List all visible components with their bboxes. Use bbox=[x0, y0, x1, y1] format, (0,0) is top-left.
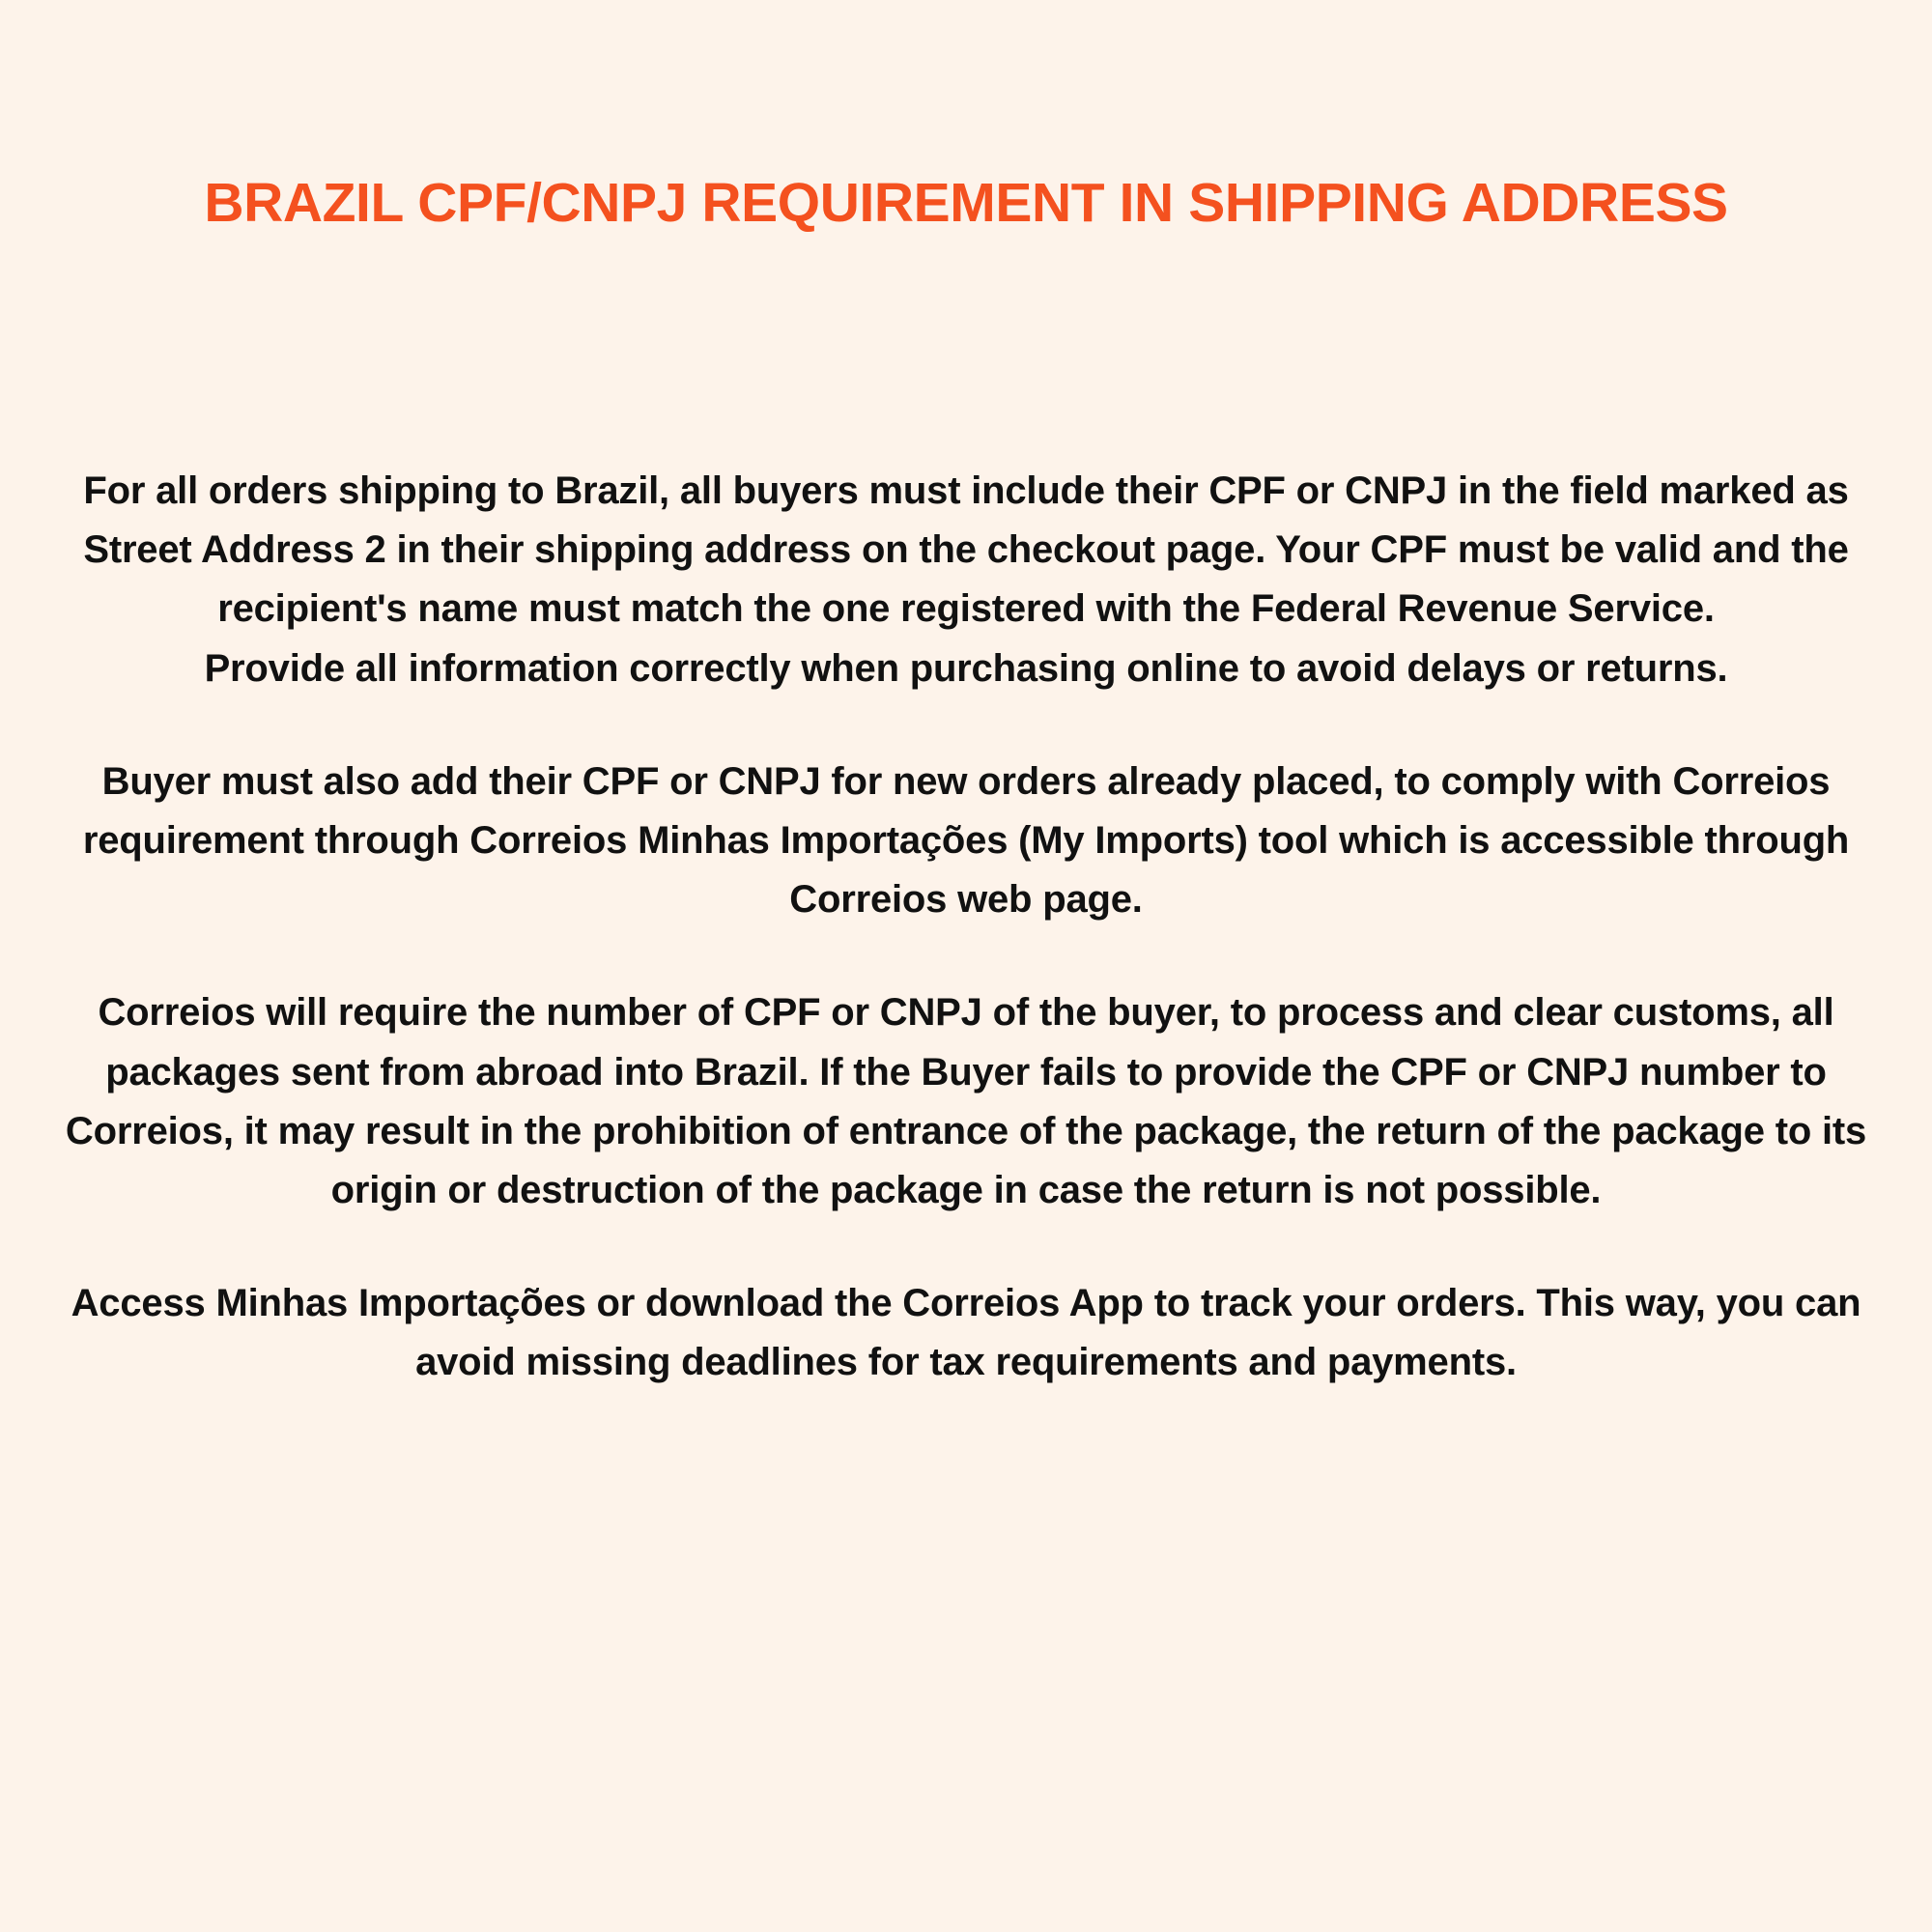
paragraph-1: For all orders shipping to Brazil, all buyers must include their CPF or CNPJ in the field marked as Street Address 2 in their shipping address on the checkout page. Your CPF must be valid and the recipient's name must match the one registered with the Federal Revenue Service. Provide all information correctly when purchasing online to avoid delays or returns. bbox=[83, 469, 1849, 690]
page-title: BRAZIL CPF/CNPJ REQUIREMENT IN SHIPPING ADDRESS bbox=[204, 172, 1728, 234]
paragraph-3: Correios will require the number of CPF or CNPJ of the buyer, to process and clear customs, all packages sent from abroad into Brazil. If the Buyer fails to provide the CPF or CNPJ number to Correios, it may result in the prohibition of entrance of the package, the return of the package to its origin or destruction of the package in case the return is not possible. bbox=[65, 991, 1867, 1211]
paragraph-4: Access Minhas Importações or download the Correios App to track your orders. This way, you can avoid missing deadlines for tax requirements and payments. bbox=[71, 1282, 1861, 1384]
paragraph-2: Buyer must also add their CPF or CNPJ for new orders already placed, to comply with Correios requirement through Correios Minhas Importações (My Imports) tool which is accessible through Correios web page. bbox=[82, 759, 1850, 922]
notice-body bbox=[48, 462, 1884, 1392]
